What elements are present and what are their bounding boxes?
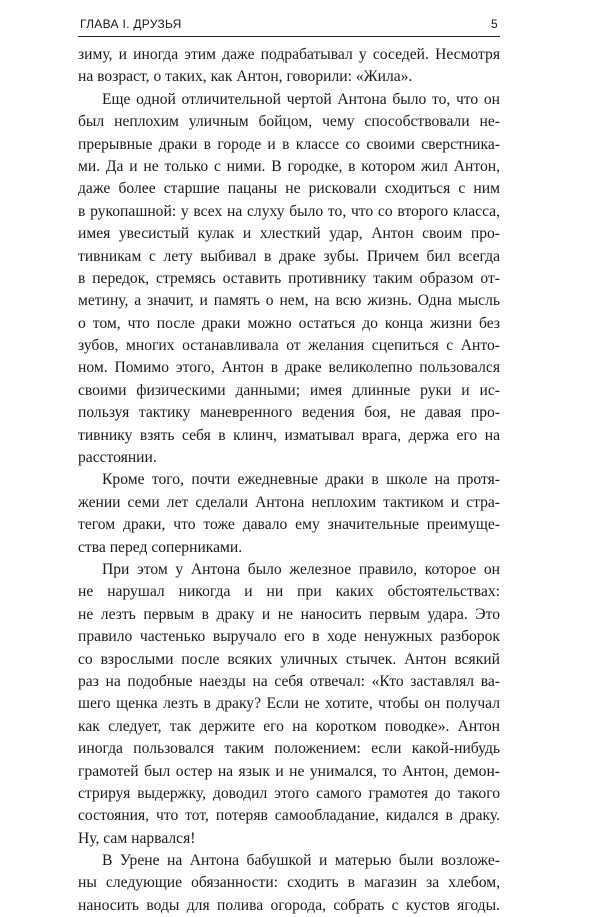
text-line: ства перед соперниками. [78, 538, 243, 556]
text-line: зиму, и иногда этим даже подрабатывал у соседей. Несмотря [78, 46, 500, 63]
text-line: В Урене на Антона бабушкой и матерью были возложе- [102, 852, 500, 870]
text-line: ми. Да и не только с ними. В городке, в котором жил Антон, [78, 157, 500, 175]
text-line: метину, а значит, и память о нем, на всю жизнь. Одна мысль [78, 292, 500, 310]
text-line: тегом драки, что тоже давало ему значительные преимуще- [78, 516, 500, 534]
body-text [78, 44, 500, 917]
text-line: Кроме того, почти ежедневные драки в школе на протя- [102, 471, 500, 489]
text-line: был неплохим уличным бойцом, чему способствовали не- [78, 113, 500, 131]
text-line: даже более старшие пацаны не рисковали сходиться с ним [78, 180, 500, 198]
text-line: пользуя тактику маневренного ведения боя, не давая про- [78, 404, 500, 422]
text-line: шего щенка лезть в драку? Если не хотите, чтобы он получал [78, 695, 500, 713]
text-line: наносить воды для полива огорода, собрать с кустов ягоды. [78, 896, 500, 914]
text-line: имея увесистый кулак и хлесткий удар, Антон своим про- [78, 225, 500, 243]
text-line: не лезть первым в драку и не наносить первым удара. Это [78, 605, 500, 623]
text-line: в рукопашной: у всех на слуху было то, что со второго класса, [78, 202, 500, 220]
text-line: тивникам с лету выбивал в драке зубы. Причем бил всегда [78, 247, 500, 265]
text-line: правило частенько выручало его в ходе ненужных разборок [78, 628, 500, 646]
text-line: зубов, многих останавливала от желания сцепиться с Анто- [78, 337, 500, 355]
text-line: Еще одной отличительной чертой Антона было то, что он [102, 90, 500, 108]
text-line: тивнику взять себя в клинч, изматывал врага, держа его на [78, 426, 500, 444]
text-line: жении семи лет сделали Антона неплохим тактиком и стра- [78, 493, 500, 511]
text-line: своими физическими данными; имея длинные руки и ис- [78, 381, 500, 399]
text-line: прерывные драки в городе и в классе со своими сверстника- [78, 135, 500, 153]
running-header [78, 14, 500, 37]
page-number: 5 [491, 17, 498, 31]
text-line: грамотей был остер на язык и не унимался, то Антон, демон- [78, 762, 500, 780]
text-line: как следует, так держите его на коротком поводке». Антон [78, 717, 500, 735]
chapter-title: ГЛАВА I. ДРУЗЬЯ [80, 17, 182, 31]
text-line: При этом у Антона было железное правило, которое он [102, 560, 500, 578]
text-line: ном. Помимо этого, Антон в драке великолепно пользовался [78, 359, 500, 377]
text-line: Ну, сам нарвался! [78, 829, 196, 847]
text-line: состояния, что тот, потеряв самообладание, кидался в драку. [78, 807, 500, 825]
text-line: не нарушал никогда и ни при каких обстоятельствах: [78, 583, 500, 601]
text-line: со взрослыми после всяких уличных стычек. Антон всякий [78, 650, 500, 668]
text-line: раз на подобные наезды на себя отвечал: «Кто заставлял ва- [78, 672, 500, 690]
text-line: о том, что после драки можно остаться до конца жизни без [78, 314, 500, 332]
text-line: иногда пользовался таким положением: если какой-нибудь [78, 740, 500, 758]
text-line: на возраст, о таких, как Антон, говорили: «Жила». [78, 68, 413, 86]
text-line: в передок, стремясь оставить противнику таким образом от- [78, 269, 500, 287]
text-line: стрируя выдержку, доводил этого самого грамотея до такого [78, 784, 500, 802]
text-line: ны следующие обязанности: сходить в магазин за хлебом, [78, 874, 500, 892]
text-line: расстоянии. [78, 449, 157, 467]
